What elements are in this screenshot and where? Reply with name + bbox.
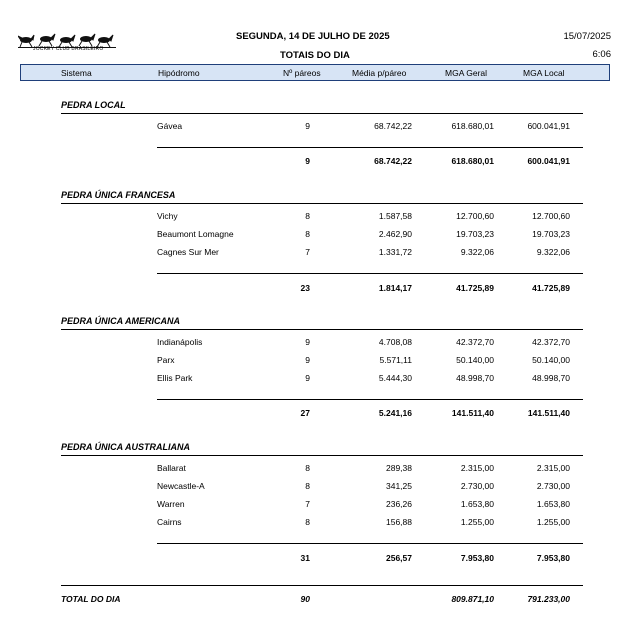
media-cell: 5.571,11 [379, 355, 412, 365]
media-cell: 4.708,08 [378, 337, 412, 347]
pareos-cell: 8 [305, 211, 310, 221]
col-sistema: Sistema [61, 68, 92, 78]
pareos-cell: 9 [305, 337, 310, 347]
table-row [0, 337, 635, 349]
grand-total-row [0, 594, 635, 606]
subtotal-row [0, 283, 635, 295]
grand-total-mga-geral: 809.871,10 [451, 594, 494, 604]
subtotal-pareos: 9 [305, 156, 310, 166]
media-cell: 236,26 [386, 499, 412, 509]
pareos-cell: 8 [305, 463, 310, 473]
hipodromo-cell: Indianápolis [157, 337, 203, 347]
table-row [0, 373, 635, 385]
subtotal-mga-local: 600.041,91 [527, 156, 570, 166]
section-divider [61, 113, 583, 114]
mga-geral-cell: 9.322,06 [460, 247, 494, 257]
media-cell: 5.444,30 [378, 373, 412, 383]
subtotal-row [0, 156, 635, 168]
subtotal-media: 5.241,16 [378, 408, 412, 418]
hipodromo-cell: Vichy [157, 211, 178, 221]
section-divider [61, 329, 583, 330]
mga-local-cell: 1.255,00 [536, 517, 570, 527]
table-row [0, 355, 635, 367]
media-cell: 1.331,72 [378, 247, 412, 257]
pareos-cell: 9 [305, 373, 310, 383]
subtotal-mga-geral: 7.953,80 [460, 553, 494, 563]
subtotal-media: 256,57 [386, 553, 412, 563]
jockey-club-logo-icon [18, 30, 118, 56]
section-title: PEDRA LOCAL [61, 100, 126, 110]
grand-total-label: TOTAL DO DIA [61, 594, 121, 604]
mga-local-cell: 2.730,00 [536, 481, 570, 491]
table-row [0, 121, 635, 133]
section-title: PEDRA ÚNICA AMERICANA [61, 316, 180, 326]
mga-geral-cell: 2.730,00 [460, 481, 494, 491]
subtotal-mga-geral: 618.680,01 [451, 156, 494, 166]
mga-local-cell: 12.700,60 [532, 211, 570, 221]
section-title: PEDRA ÚNICA AUSTRALIANA [61, 442, 190, 452]
mga-local-cell: 1.653,80 [536, 499, 570, 509]
subtotal-row [0, 408, 635, 420]
section-divider [61, 455, 583, 456]
subtotal-pareos: 27 [300, 408, 310, 418]
report-date-title: SEGUNDA, 14 DE JULHO DE 2025 [236, 31, 390, 42]
grand-total-mga-local: 791.233,00 [527, 594, 570, 604]
report-title: TOTAIS DO DIA [280, 50, 350, 61]
table-row [0, 481, 635, 493]
table-row [0, 247, 635, 259]
mga-local-cell: 48.998,70 [532, 373, 570, 383]
table-row [0, 463, 635, 475]
pareos-cell: 9 [305, 121, 310, 131]
hipodromo-cell: Warren [157, 499, 185, 509]
pareos-cell: 9 [305, 355, 310, 365]
table-row [0, 229, 635, 241]
subtotal-pareos: 31 [300, 553, 310, 563]
hipodromo-cell: Ellis Park [157, 373, 193, 383]
table-row [0, 517, 635, 529]
hipodromo-cell: Cagnes Sur Mer [157, 247, 219, 257]
pareos-cell: 8 [305, 517, 310, 527]
subtotal-media: 1.814,17 [378, 283, 412, 293]
mga-local-cell: 600.041,91 [527, 121, 570, 131]
section-divider [61, 203, 583, 204]
subtotal-divider [157, 543, 583, 544]
subtotal-row [0, 553, 635, 565]
media-cell: 289,38 [386, 463, 412, 473]
table-row [0, 211, 635, 223]
print-date: 15/07/2025 [563, 31, 611, 42]
media-cell: 1.587,58 [378, 211, 412, 221]
subtotal-mga-geral: 141.511,40 [451, 408, 494, 418]
subtotal-divider [157, 273, 583, 274]
subtotal-media: 68.742,22 [374, 156, 412, 166]
hipodromo-cell: Cairns [157, 517, 182, 527]
table-row [0, 499, 635, 511]
hipodromo-cell: Parx [157, 355, 175, 365]
col-mga-local: MGA Local [523, 68, 565, 78]
pareos-cell: 8 [305, 481, 310, 491]
pareos-cell: 7 [305, 499, 310, 509]
logo-text: JOCKEY CLUB BRASILEIRO [33, 46, 104, 52]
grand-total-pareos: 90 [300, 594, 310, 604]
print-time: 6:06 [592, 49, 611, 60]
mga-local-cell: 2.315,00 [536, 463, 570, 473]
mga-geral-cell: 42.372,70 [456, 337, 494, 347]
hipodromo-cell: Ballarat [157, 463, 186, 473]
subtotal-divider [157, 399, 583, 400]
subtotal-mga-geral: 41.725,89 [456, 283, 494, 293]
hipodromo-cell: Gávea [157, 121, 183, 131]
section-title: PEDRA ÚNICA FRANCESA [61, 190, 176, 200]
mga-local-cell: 9.322,06 [536, 247, 570, 257]
mga-geral-cell: 1.255,00 [460, 517, 494, 527]
mga-local-cell: 19.703,23 [532, 229, 570, 239]
media-cell: 156,88 [386, 517, 412, 527]
pareos-cell: 7 [305, 247, 310, 257]
mga-geral-cell: 48.998,70 [456, 373, 494, 383]
mga-geral-cell: 2.315,00 [460, 463, 494, 473]
subtotal-mga-local: 41.725,89 [532, 283, 570, 293]
col-hipodromo: Hipódromo [158, 68, 200, 78]
media-cell: 341,25 [386, 481, 412, 491]
pareos-cell: 8 [305, 229, 310, 239]
col-pareos: Nº páreos [283, 68, 321, 78]
subtotal-mga-local: 7.953,80 [536, 553, 570, 563]
hipodromo-cell: Newcastle-A [157, 481, 205, 491]
subtotal-pareos: 23 [300, 283, 310, 293]
mga-local-cell: 42.372,70 [532, 337, 570, 347]
mga-geral-cell: 618.680,01 [451, 121, 494, 131]
subtotal-divider [157, 147, 583, 148]
mga-geral-cell: 50.140,00 [456, 355, 494, 365]
media-cell: 2.462,90 [378, 229, 412, 239]
column-header-bar [20, 64, 610, 81]
subtotal-mga-local: 141.511,40 [527, 408, 570, 418]
mga-geral-cell: 12.700,60 [456, 211, 494, 221]
mga-geral-cell: 19.703,23 [456, 229, 494, 239]
col-mga-geral: MGA Geral [445, 68, 488, 78]
hipodromo-cell: Beaumont Lomagne [157, 229, 234, 239]
mga-local-cell: 50.140,00 [532, 355, 570, 365]
col-media: Média p/páreo [352, 68, 407, 78]
grand-total-divider [61, 585, 583, 586]
media-cell: 68.742,22 [374, 121, 412, 131]
mga-geral-cell: 1.653,80 [460, 499, 494, 509]
